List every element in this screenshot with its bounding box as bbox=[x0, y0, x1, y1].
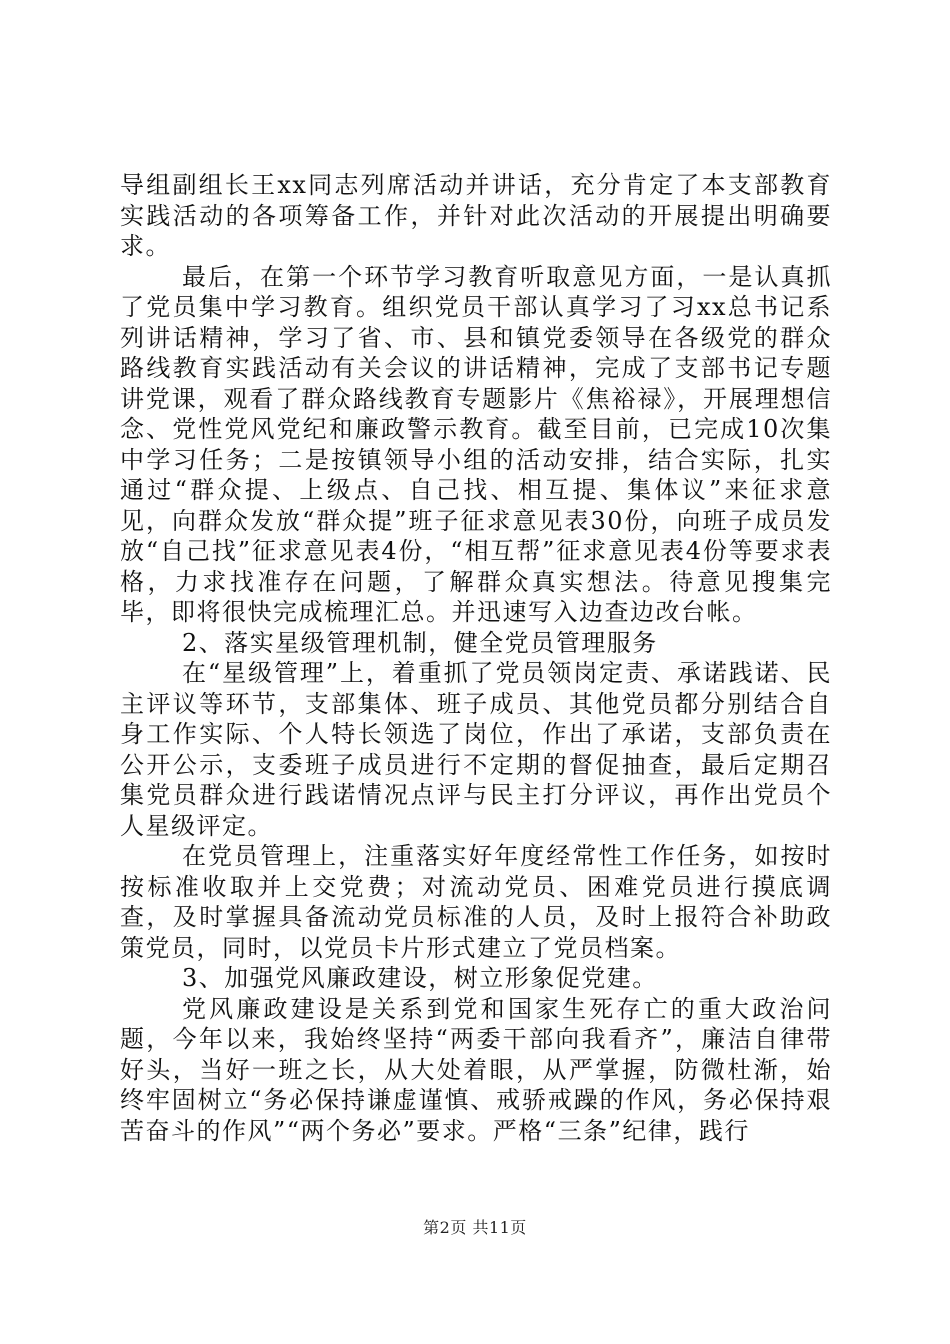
paragraph-member-management: 在党员管理上，注重落实好年度经常性工作任务，如按时按标准收取并上交党费；对流动党员、困难党员进行摸底调查，及时掌握具备流动党员标准的人员，及时上报符合补助政策党员，同时，以党员卡片形式建立了党员档案。 bbox=[120, 842, 832, 962]
paragraph-study-education: 最后，在第一个环节学习教育听取意见方面，一是认真抓了党员集中学习教育。组织党员干部认真学习了习xx总书记系列讲话精神，学习了省、市、县和镇党委领导在各级党的群众路线教育实践活动有关会议的讲话精神，完成了支部书记专题讲党课，观看了群众路线教育专题影片《焦裕禄》，开展理想信念、党性党风党纪和廉政警示教育。截至目前，已完成10次集中学习任务；二是按镇领导小组的活动安排，结合实际，扎实通过“群众提、上级点、自己找、相互提、集体议”来征求意见，向群众发放“群众提”班子征求意见表30份，向班子成员发放“自己找”征求意见表4份，“相互帮”征求意见表4份等要求表格，力求找准存在问题，了解群众真实想法。待意见搜集完毕，即将很快完成梳理汇总。并迅速写入边查边改台帐。 bbox=[120, 262, 832, 626]
section-heading-clean-governance: 3、加强党风廉政建设，树立形象促党建。 bbox=[182, 964, 658, 992]
paragraph-continuation: 导组副组长王xx同志列席活动并讲话，充分肯定了本支部教育实践活动的各项筹备工作，并针对此次活动的开展提出明确要求。 bbox=[120, 171, 832, 260]
document-body bbox=[120, 170, 832, 1146]
paragraph-clean-governance: 党风廉政建设是关系到党和国家生死存亡的重大政治问题，今年以来，我始终坚持“两委干部向我看齐”，廉洁自律带好头，当好一班之长，从大处着眼，从严掌握，防微杜渐，始终牢固树立“务必保持谦虚谨慎、戒骄戒躁的作风，务必保持艰苦奋斗的作风”“两个务必”要求。严格“三条”纪律，践行 bbox=[120, 994, 832, 1145]
page-number-footer: 第2页 共11页 bbox=[423, 1218, 527, 1237]
paragraph-star-management: 在“星级管理”上，着重抓了党员领岗定责、承诺践诺、民主评议等环节，支部集体、班子成员、其他党员都分别结合自身工作实际、个人特长领选了岗位，作出了承诺，支部负责在公开公示，支委班子成员进行不定期的督促抽查，最后定期召集党员群众进行践诺情况点评与民主打分评议，再作出党员个人星级评定。 bbox=[120, 659, 832, 840]
section-heading-star-management: 2、落实星级管理机制，健全党员管理服务 bbox=[182, 628, 658, 657]
